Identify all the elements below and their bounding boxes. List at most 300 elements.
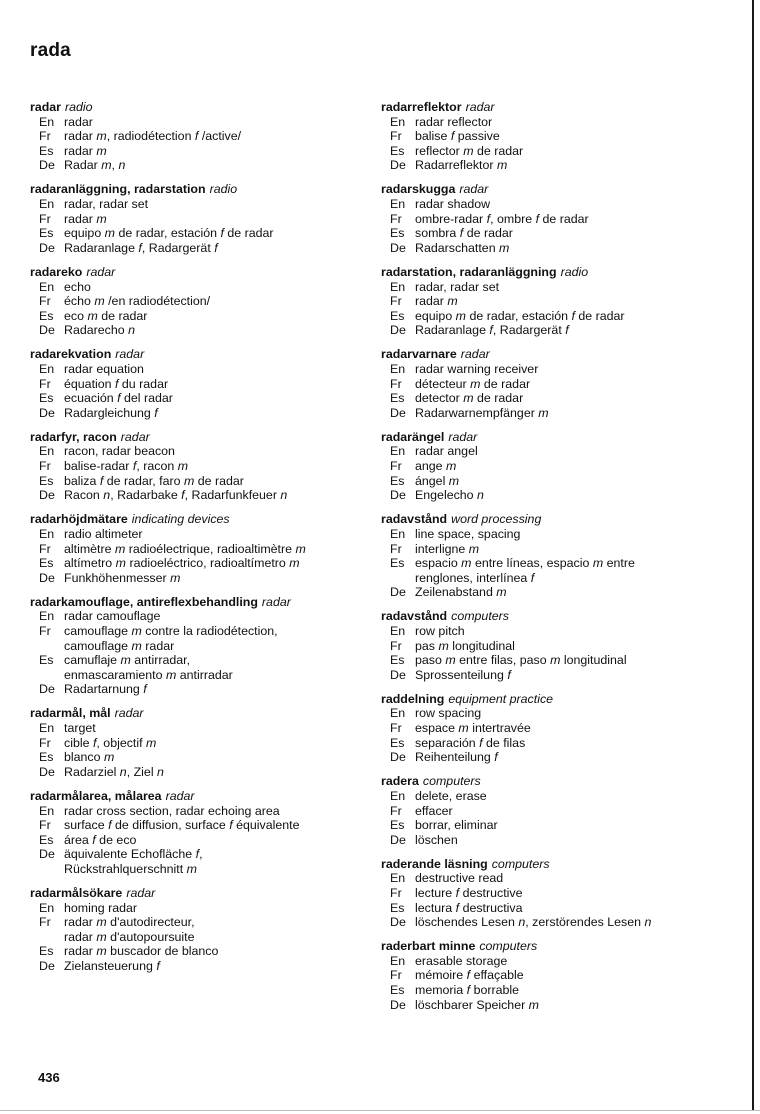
gender-marker: f — [194, 129, 199, 144]
gender-marker: f — [466, 983, 471, 998]
language-code: Es — [390, 226, 405, 241]
translation-text: Funkhöhenmesser m — [64, 570, 181, 585]
right-column — [381, 100, 711, 1022]
gender-marker: f — [455, 900, 460, 915]
translation-text: Radaranlage f, Radargerät f — [415, 323, 569, 338]
language-code: En — [390, 788, 406, 803]
subject-field: radar — [165, 788, 195, 803]
headword: radarskugga — [381, 182, 456, 197]
translation-text: destructive read — [415, 871, 504, 886]
gender-marker: m — [131, 624, 142, 638]
gender-marker: m — [177, 459, 189, 474]
headword: radera — [381, 774, 419, 789]
language-code: De — [390, 158, 406, 173]
translation-line — [381, 474, 711, 489]
language-code: Fr — [39, 459, 51, 474]
language-code: De — [390, 405, 406, 420]
subject-field: computers — [451, 609, 509, 624]
gender-marker: f — [571, 308, 575, 323]
gender-marker: m — [146, 735, 157, 750]
subject-field: equipment practice — [448, 691, 554, 706]
gender-marker: m — [496, 585, 507, 600]
translation-line — [381, 158, 711, 173]
translation-line — [30, 212, 365, 227]
translation-line — [381, 668, 711, 683]
translation-line — [381, 886, 711, 901]
gender-marker: m — [101, 158, 112, 173]
entry-heading — [381, 430, 711, 445]
translation-line — [381, 818, 711, 833]
language-code: En — [39, 803, 55, 818]
translation-line — [381, 309, 711, 324]
dictionary-entry — [381, 692, 711, 765]
translation-line — [30, 944, 365, 959]
translation-text: memoria f borrable — [415, 983, 520, 998]
gender-marker: m — [455, 308, 466, 323]
translation-line — [30, 556, 365, 571]
subject-field: computers — [422, 774, 481, 789]
gender-marker: m — [96, 129, 107, 144]
entry-heading — [381, 182, 711, 197]
translation-text: löschbarer Speicher m — [415, 997, 539, 1012]
headword: radarvarnare — [381, 347, 457, 362]
gender-marker: m — [96, 915, 107, 930]
gender-marker: m — [131, 638, 142, 653]
translation-text: radar shadow — [415, 197, 491, 212]
language-code: De — [39, 570, 55, 585]
headword: radavstånd — [381, 512, 448, 527]
language-code: Fr — [39, 376, 51, 391]
gender-marker: m — [289, 556, 300, 571]
language-code: Es — [390, 391, 405, 406]
gender-marker: m — [496, 158, 508, 173]
subject-field: radar — [261, 594, 291, 609]
language-code: Es — [39, 944, 54, 959]
language-code: En — [390, 526, 406, 541]
translation-line — [30, 959, 365, 974]
translation-line — [30, 158, 365, 173]
translation-text: sombra f de radar — [415, 226, 513, 241]
gender-marker: m — [592, 556, 604, 571]
language-code: Fr — [39, 129, 51, 144]
language-code: Es — [39, 556, 54, 571]
headword: radarmålsökare — [30, 886, 123, 900]
translation-text: delete, erase — [415, 788, 487, 803]
translation-text: reflector m de radar — [415, 143, 524, 158]
language-code: En — [39, 197, 55, 212]
translation-text: löschen — [415, 832, 458, 847]
gender-marker: f — [92, 832, 96, 847]
translation-line — [381, 833, 711, 848]
language-code: En — [39, 279, 55, 294]
subject-field: radar — [114, 706, 144, 721]
gender-marker: f — [108, 818, 112, 833]
gender-marker: m — [463, 143, 474, 158]
gender-marker: m — [94, 294, 105, 309]
entry-heading — [30, 347, 365, 362]
language-code: De — [39, 323, 55, 338]
headword: radar — [30, 100, 61, 114]
language-code: Fr — [390, 968, 402, 983]
gender-marker: f — [220, 226, 224, 241]
translation-line — [381, 750, 711, 765]
translation-line — [30, 527, 365, 542]
translation-text: écho m /en radiodétection/ — [64, 294, 211, 309]
gender-marker: m — [446, 459, 457, 474]
dictionary-entry — [30, 430, 365, 503]
translation-line — [381, 706, 711, 721]
translation-text: radar cross section, radar echoing area — [64, 803, 280, 818]
gender-marker: m — [445, 653, 456, 668]
translation-text: eco m de radar — [64, 308, 148, 323]
translation-line — [381, 527, 711, 542]
entry-heading — [30, 789, 365, 804]
translation-line — [30, 309, 365, 324]
translation-text: balise-radar f, racon m — [64, 459, 189, 474]
gender-marker: f — [132, 459, 137, 474]
headword: radarkamouflage, antireflexbehandling — [30, 594, 258, 609]
entry-heading — [30, 886, 365, 901]
gender-marker: m — [96, 929, 107, 944]
translation-text: Radargleichung f — [64, 405, 158, 420]
subject-field: radar — [448, 429, 478, 444]
translation-text: radar camouflage — [64, 609, 161, 624]
gender-marker: n — [128, 323, 135, 338]
entry-heading — [30, 430, 365, 445]
language-code: Es — [39, 391, 54, 406]
translation-text: Zeilenabstand m — [415, 585, 507, 600]
gender-marker: f — [214, 240, 218, 255]
language-code: Fr — [39, 541, 51, 556]
language-code: En — [390, 871, 406, 886]
translation-text: erasable storage — [415, 953, 508, 968]
gender-marker: m — [186, 861, 197, 876]
translation-text: Zielansteuerung f — [64, 958, 160, 973]
headword: radareko — [30, 264, 83, 279]
translation-text: mémoire f effaçable — [415, 968, 524, 983]
language-code: En — [390, 444, 406, 459]
translation-line — [381, 444, 711, 459]
translation-text: row pitch — [415, 624, 465, 638]
dictionary-entry — [381, 265, 711, 338]
subject-field: radar — [459, 182, 489, 197]
gender-marker: m — [183, 473, 195, 488]
subject-field: radar — [120, 429, 150, 444]
dictionary-entry — [381, 182, 711, 255]
language-code: Es — [390, 735, 405, 750]
translation-line — [30, 901, 365, 916]
page-header-word: rada — [30, 40, 71, 61]
headword: radarhöjdmätare — [30, 512, 128, 527]
translation-line — [381, 212, 711, 227]
translation-text: radar m — [64, 211, 107, 226]
subject-field: radar — [465, 100, 495, 114]
translation-text: baliza f de radar, faro m de radar — [64, 473, 244, 488]
translation-text: separación f de filas — [415, 735, 526, 750]
language-code: De — [39, 682, 55, 697]
gender-marker: f — [156, 958, 160, 973]
translation-text: line space, spacing — [415, 526, 521, 541]
subject-field: word processing — [451, 512, 542, 527]
language-code: En — [390, 114, 406, 129]
dictionary-entry — [30, 886, 365, 974]
gender-marker: f — [450, 129, 455, 144]
headword: raddelning — [381, 691, 445, 706]
translation-text: Reihenteilung f — [415, 750, 498, 765]
dictionary-entry — [30, 512, 365, 585]
language-code: Fr — [39, 624, 51, 638]
translation-line — [30, 241, 365, 256]
language-code: En — [39, 362, 55, 376]
translation-line — [30, 542, 365, 557]
gender-marker: m — [115, 556, 126, 571]
translation-line — [30, 915, 365, 930]
language-code: Es — [39, 226, 54, 241]
language-code: Fr — [390, 376, 402, 391]
gender-marker: m — [528, 997, 539, 1012]
translation-line — [381, 197, 711, 212]
dictionary-entry — [30, 265, 365, 338]
language-code: En — [39, 526, 55, 541]
translation-text: lecture f destructive — [415, 886, 523, 900]
gender-marker: f — [195, 847, 200, 862]
language-code: De — [390, 240, 406, 255]
translation-line — [30, 847, 365, 862]
translation-line — [381, 954, 711, 969]
translation-text: espace m intertravée — [415, 721, 531, 736]
translation-text: detector m de radar — [415, 391, 524, 406]
entry-heading — [381, 512, 711, 527]
translation-text: Radarwarnempfänger m — [415, 405, 549, 420]
translation-text: echo — [64, 279, 91, 294]
language-code: En — [390, 624, 406, 638]
translation-line — [381, 653, 711, 668]
dictionary-entry — [381, 774, 711, 847]
language-code: Fr — [39, 735, 51, 750]
gender-marker: f — [92, 735, 97, 750]
dictionary-entry — [30, 347, 365, 420]
subject-field: computers — [491, 856, 550, 871]
language-code: Es — [390, 473, 405, 488]
headword: radarstation, radaranläggning — [381, 264, 557, 279]
gender-marker: m — [470, 376, 481, 391]
language-code: De — [390, 915, 406, 930]
subject-field: radio — [209, 182, 238, 197]
language-code: Es — [390, 818, 405, 833]
gender-marker: f — [117, 391, 121, 406]
translation-text: ángel m — [415, 473, 460, 488]
gender-marker: m — [120, 653, 131, 668]
gender-marker: f — [479, 735, 483, 750]
translation-line — [381, 639, 711, 654]
gender-marker: m — [96, 944, 107, 959]
entry-heading — [381, 939, 711, 954]
translation-line — [381, 915, 711, 930]
translation-line — [381, 983, 711, 998]
gender-marker: f — [138, 240, 142, 255]
language-code: Fr — [39, 294, 51, 309]
language-code: Es — [390, 653, 405, 668]
translation-line — [381, 391, 711, 406]
entry-heading — [381, 692, 711, 707]
dictionary-entry — [381, 609, 711, 682]
headword: radarmål, mål — [30, 706, 111, 721]
translation-line — [30, 226, 365, 241]
language-code: En — [39, 609, 55, 624]
translation-continuation: camouflage m radar — [64, 638, 175, 653]
headword: raderande läsning — [381, 856, 488, 871]
translation-text: Radarecho n — [64, 323, 135, 338]
translation-line — [30, 804, 365, 819]
translation-line — [30, 609, 365, 624]
translation-line — [381, 226, 711, 241]
translation-text: löschendes Lesen n, zerstörendes Lesen n — [415, 915, 652, 930]
dictionary-entry — [381, 430, 711, 503]
gender-marker: n — [644, 915, 652, 930]
translation-line — [30, 391, 365, 406]
right-edge-line — [752, 0, 754, 1110]
translation-text: Sprossenteilung f — [415, 667, 511, 682]
language-code: Fr — [39, 818, 51, 833]
translation-text: altimètre m radioélectrique, radioaltimètre m — [64, 541, 306, 556]
gender-marker: m — [438, 638, 449, 653]
translation-text: interligne m — [415, 541, 480, 556]
translation-text: Radaranlage f, Radargerät f — [64, 240, 218, 255]
translation-text: radar m — [415, 294, 458, 309]
translation-line — [30, 818, 365, 833]
language-code: De — [390, 585, 406, 600]
headword: radarreflektor — [381, 100, 462, 114]
translation-text: radar angel — [415, 444, 478, 459]
translation-line — [30, 833, 365, 848]
translation-text: borrar, eliminar — [415, 818, 498, 833]
entry-heading — [30, 265, 365, 280]
language-code: Fr — [390, 129, 402, 144]
translation-line — [30, 682, 365, 697]
gender-marker: f — [455, 886, 460, 900]
translation-text: camouflage m contre la radiodétection, — [64, 624, 278, 638]
translation-line — [30, 406, 365, 421]
gender-marker: m — [448, 473, 460, 488]
bottom-edge-line — [0, 1110, 760, 1111]
language-code: De — [390, 488, 406, 503]
translation-text: radar, radar set — [415, 279, 500, 294]
translation-line — [381, 804, 711, 819]
translation-text: radar equation — [64, 362, 144, 376]
language-code: Es — [390, 308, 405, 323]
language-code: Fr — [390, 886, 402, 900]
translation-line — [30, 294, 365, 309]
dictionary-entry — [30, 100, 365, 173]
translation-line — [30, 765, 365, 780]
gender-marker: f — [459, 226, 464, 241]
translation-continuation: Rückstrahlquerschnitt m — [64, 861, 197, 876]
language-code: Fr — [390, 459, 402, 474]
gender-marker: m — [96, 143, 107, 158]
translation-line — [381, 323, 711, 338]
language-code: Es — [39, 832, 54, 847]
language-code: En — [390, 953, 406, 968]
translation-line — [381, 721, 711, 736]
gender-marker: m — [170, 570, 181, 585]
translation-line — [381, 585, 711, 600]
subject-field: radar — [86, 264, 116, 279]
dictionary-entry — [30, 706, 365, 779]
language-code: De — [39, 240, 55, 255]
translation-text: radar — [64, 114, 93, 129]
translation-text: Engelecho n — [415, 488, 484, 503]
gender-marker: f — [115, 376, 119, 391]
translation-text: área f de eco — [64, 832, 137, 847]
translation-text: radar warning receiver — [415, 362, 539, 376]
gender-marker: n — [103, 488, 111, 503]
dictionary-entry — [381, 857, 711, 930]
translation-line — [381, 556, 711, 571]
language-code: Es — [390, 983, 405, 998]
translation-text: cible f, objectif m — [64, 735, 157, 750]
translation-text: homing radar — [64, 900, 138, 915]
language-code: En — [39, 114, 55, 129]
gender-marker: m — [114, 541, 126, 556]
translation-text: radar reflector — [415, 114, 493, 129]
language-code: Es — [39, 308, 54, 323]
translation-line — [381, 144, 711, 159]
gender-marker: m — [295, 541, 306, 556]
language-code: Es — [39, 473, 54, 488]
language-code: Fr — [39, 915, 51, 930]
translation-text: radar m, radiodétection f /active/ — [64, 129, 242, 144]
subject-field: radio — [65, 100, 93, 114]
dictionary-entry — [381, 100, 711, 173]
translation-line — [30, 721, 365, 736]
headword: radavstånd — [381, 609, 448, 624]
gender-marker: f — [565, 323, 569, 338]
translation-text: surface f de diffusion, surface f équivalente — [64, 818, 300, 833]
translation-line — [30, 197, 365, 212]
gender-marker: f — [494, 750, 498, 765]
translation-line — [381, 294, 711, 309]
page-number: 436 — [38, 1070, 60, 1085]
language-code: Es — [390, 143, 405, 158]
gender-marker: f — [530, 570, 535, 585]
translation-line — [30, 115, 365, 130]
language-code: De — [39, 405, 55, 420]
language-code: En — [39, 721, 55, 736]
translation-line — [381, 488, 711, 503]
translation-text: Radarschatten m — [415, 240, 510, 255]
translation-continuation: renglones, interlínea f — [415, 570, 535, 585]
translation-line — [381, 901, 711, 916]
translation-line — [30, 459, 365, 474]
dictionary-entry — [381, 347, 711, 420]
headword: radarfyr, racon — [30, 429, 117, 444]
translation-line — [381, 624, 711, 639]
gender-marker: n — [518, 915, 526, 930]
translation-line — [30, 444, 365, 459]
translation-text: camuflaje m antirradar, — [64, 653, 191, 668]
translation-line — [381, 241, 711, 256]
translation-line — [381, 736, 711, 751]
translation-text: equipo m de radar, estación f de radar — [415, 308, 625, 323]
entry-heading — [381, 774, 711, 789]
translation-line — [30, 488, 365, 503]
entry-heading — [30, 182, 365, 197]
language-code: Fr — [390, 803, 402, 818]
translation-line — [381, 377, 711, 392]
translation-text: altímetro m radioeléctrico, radioaltímetro m — [64, 556, 300, 571]
translation-text: row spacing — [415, 706, 482, 721]
gender-marker: m — [103, 750, 115, 765]
